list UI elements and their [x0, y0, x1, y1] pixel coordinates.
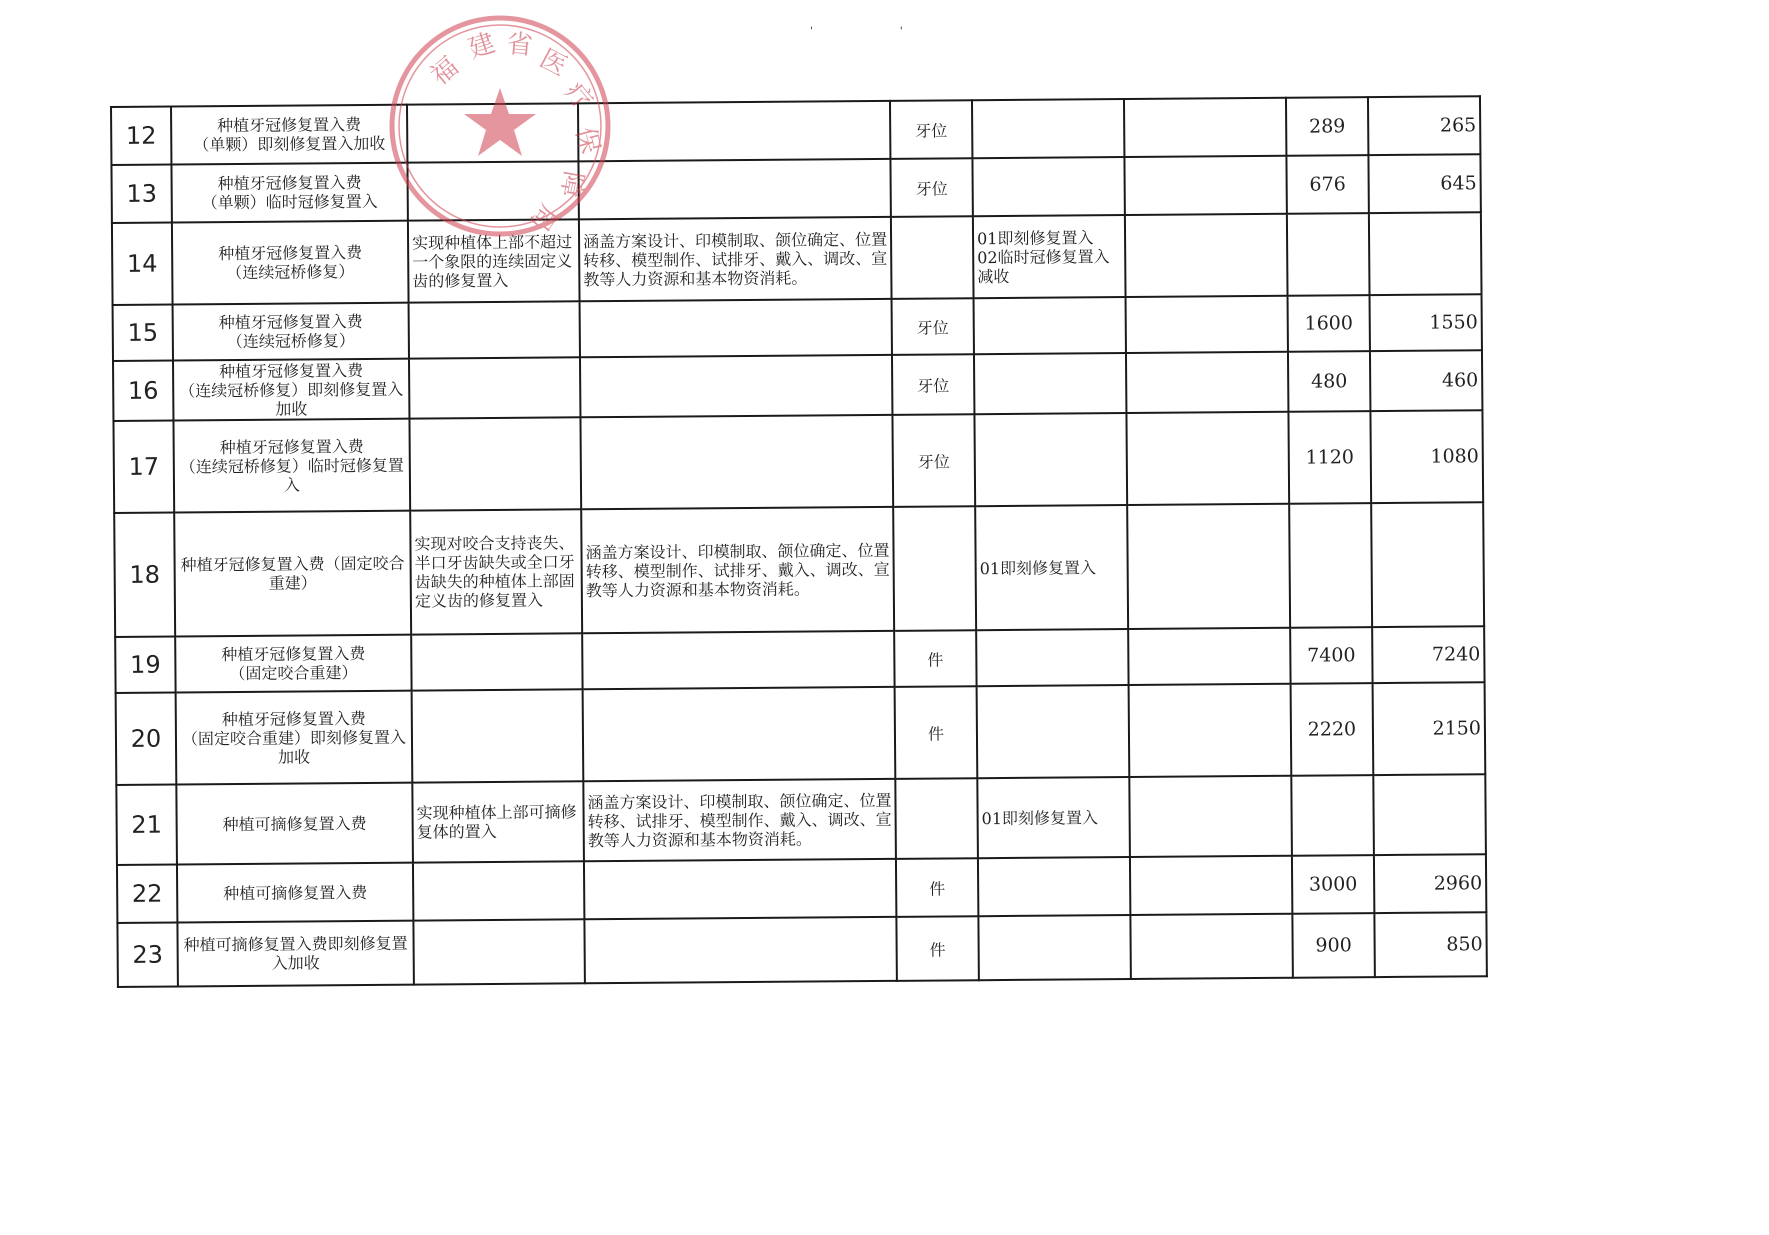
- item-scope: 涵盖方案设计、印模制取、颌位确定、位置转移、试排牙、模型制作、戴入、调改、宣教等人力资源和基本物资消耗。: [583, 779, 896, 861]
- item-name: 种植牙冠修复置入费 （单颗）即刻修复置入加收: [171, 105, 407, 165]
- item-content: 实现种植体上部不超过一个象限的连续固定义齿的修复置入: [408, 219, 580, 302]
- price-a: [1289, 503, 1372, 628]
- row-number: 17: [113, 421, 174, 513]
- price-b: [1373, 774, 1486, 855]
- price-a: 900: [1292, 913, 1375, 978]
- price-b: 850: [1374, 912, 1486, 977]
- blank-cell: [1129, 776, 1292, 857]
- item-scope: [580, 299, 892, 357]
- item-note: [978, 857, 1130, 916]
- item-name: 种植可摘修复置入费即刻修复置入加收: [177, 921, 413, 987]
- item-name: 种植牙冠修复置入费 （固定咬合重建）: [175, 635, 411, 693]
- item-note: 01即刻修复置入: [975, 505, 1128, 630]
- item-name: 种植牙冠修复置入费 （连续冠桥修复）: [173, 303, 409, 361]
- price-b: 460: [1370, 350, 1482, 411]
- price-b: 1550: [1370, 294, 1482, 351]
- item-note: [978, 915, 1130, 980]
- item-scope: [580, 415, 893, 509]
- item-unit: [895, 778, 978, 859]
- item-unit: 件: [896, 916, 979, 981]
- item-content: [413, 919, 584, 984]
- svg-text:障: 障: [554, 168, 589, 200]
- price-b: 645: [1368, 154, 1480, 213]
- item-name: 种植可摘修复置入费: [176, 783, 413, 865]
- price-b: 7240: [1372, 626, 1484, 683]
- item-unit: 牙位: [892, 298, 974, 355]
- item-unit: 件: [895, 686, 978, 779]
- price-a: 3000: [1292, 855, 1374, 914]
- scan-marks: ' ': [810, 26, 945, 37]
- item-note: [972, 99, 1124, 158]
- item-name: 种植牙冠修复置入费 （连续冠桥修复）即刻修复置入加收: [173, 359, 409, 421]
- svg-text:建: 建: [464, 28, 499, 65]
- svg-text:疗: 疗: [558, 77, 599, 117]
- fee-table: [110, 95, 1488, 988]
- item-scope: [584, 859, 896, 919]
- table-row: [116, 774, 1486, 865]
- item-name: 种植牙冠修复置入费 （固定咬合重建）即刻修复置入加收: [176, 691, 413, 785]
- blank-cell: [1130, 856, 1292, 915]
- svg-text:保: 保: [569, 124, 605, 157]
- row-number: 21: [116, 785, 177, 865]
- item-content: 实现种植体上部可摘修复体的置入: [412, 781, 584, 862]
- price-a: 1120: [1288, 411, 1371, 504]
- table-row: [116, 682, 1486, 785]
- item-note: [974, 353, 1126, 414]
- table-row: [114, 502, 1484, 637]
- item-note: [977, 685, 1130, 778]
- item-unit: [893, 506, 976, 631]
- blank-cell: [1126, 296, 1288, 353]
- price-a: 289: [1286, 97, 1368, 156]
- svg-text:局: 局: [523, 197, 563, 237]
- price-a: 676: [1286, 155, 1368, 214]
- blank-cell: [1127, 504, 1290, 629]
- price-b: 2150: [1373, 682, 1486, 775]
- item-content: [407, 103, 578, 162]
- table-body: [111, 96, 1487, 987]
- item-name: 种植可摘修复置入费: [177, 863, 413, 923]
- price-a: 1600: [1288, 295, 1370, 352]
- item-unit: 牙位: [892, 354, 974, 415]
- blank-cell: [1130, 914, 1292, 979]
- item-scope: [578, 159, 890, 219]
- row-number: 14: [112, 223, 173, 305]
- item-name: 种植牙冠修复置入费 （连续冠桥修复）: [172, 221, 409, 305]
- svg-text:医: 医: [534, 43, 572, 83]
- item-unit: 件: [896, 858, 978, 917]
- item-note: 01即刻修复置入: [977, 777, 1130, 858]
- item-scope: [578, 101, 890, 161]
- item-content: [407, 161, 578, 220]
- table-row: [117, 854, 1486, 923]
- price-b: 265: [1368, 96, 1480, 155]
- row-number: 20: [116, 693, 177, 785]
- item-note: 01即刻修复置入 02临时冠修复置入 减收: [973, 215, 1126, 298]
- item-content: [409, 301, 580, 358]
- blank-cell: [1125, 214, 1288, 297]
- price-a: [1287, 213, 1370, 296]
- table-row: [111, 154, 1480, 223]
- item-scope: [582, 631, 894, 689]
- item-scope: 涵盖方案设计、印模制取、颌位确定、位置转移、模型制作、试排牙、戴入、调改、宣教等人力资源和基本物资消耗。: [581, 507, 894, 633]
- item-name: 种植牙冠修复置入费（固定咬合重建）: [174, 511, 411, 637]
- table-row: [112, 212, 1482, 305]
- svg-text:福: 福: [425, 51, 465, 92]
- row-number: 23: [117, 922, 178, 986]
- item-name: 种植牙冠修复置入费 （单颗）临时冠修复置入: [171, 163, 407, 223]
- price-b: [1369, 212, 1482, 295]
- blank-cell: [1126, 412, 1289, 505]
- item-note: [972, 157, 1124, 216]
- item-content: [411, 633, 582, 690]
- item-note: [976, 629, 1128, 686]
- price-b: [1371, 502, 1484, 627]
- price-a: 2220: [1291, 683, 1374, 776]
- item-content: [412, 689, 584, 782]
- item-name: 种植牙冠修复置入费 （连续冠桥修复）临时冠修复置入: [173, 419, 410, 513]
- item-scope: [583, 687, 896, 781]
- item-note: [974, 413, 1127, 506]
- item-content: [409, 357, 580, 418]
- row-number: 18: [114, 513, 175, 637]
- item-content: 实现对咬合支持丧失、半口牙齿缺失或全口牙齿缺失的种植体上部固定义齿的修复置入: [410, 509, 582, 634]
- price-b: 2960: [1374, 854, 1486, 913]
- row-number: 13: [111, 165, 171, 223]
- row-number: 12: [111, 107, 171, 165]
- item-note: [974, 297, 1126, 354]
- item-unit: 件: [894, 630, 976, 687]
- item-scope: [580, 355, 892, 417]
- blank-cell: [1124, 98, 1286, 157]
- item-unit: [891, 216, 974, 299]
- table-row: [111, 96, 1480, 165]
- blank-cell: [1126, 352, 1288, 413]
- row-number: 22: [117, 864, 177, 922]
- row-number: 15: [113, 305, 173, 361]
- svg-text:省: 省: [505, 29, 534, 62]
- table-row: [113, 350, 1482, 421]
- blank-cell: [1129, 684, 1292, 777]
- price-a: 7400: [1290, 627, 1372, 684]
- item-unit: 牙位: [890, 158, 972, 217]
- blank-cell: [1128, 628, 1290, 685]
- price-a: [1291, 775, 1374, 856]
- item-unit: 牙位: [890, 100, 972, 159]
- item-content: [409, 417, 581, 510]
- item-scope: [584, 917, 896, 983]
- row-number: 16: [113, 361, 173, 421]
- item-scope: 涵盖方案设计、印模制取、颌位确定、位置转移、模型制作、试排牙、戴入、调改、宣教等人力资源和基本物资消耗。: [579, 217, 892, 301]
- row-number: 19: [115, 637, 175, 693]
- table-row: [117, 912, 1486, 987]
- item-unit: 牙位: [892, 414, 975, 507]
- price-b: 1080: [1370, 410, 1483, 503]
- table-row: [113, 410, 1483, 513]
- blank-cell: [1124, 156, 1286, 215]
- item-content: [413, 861, 584, 920]
- price-a: 480: [1288, 351, 1370, 412]
